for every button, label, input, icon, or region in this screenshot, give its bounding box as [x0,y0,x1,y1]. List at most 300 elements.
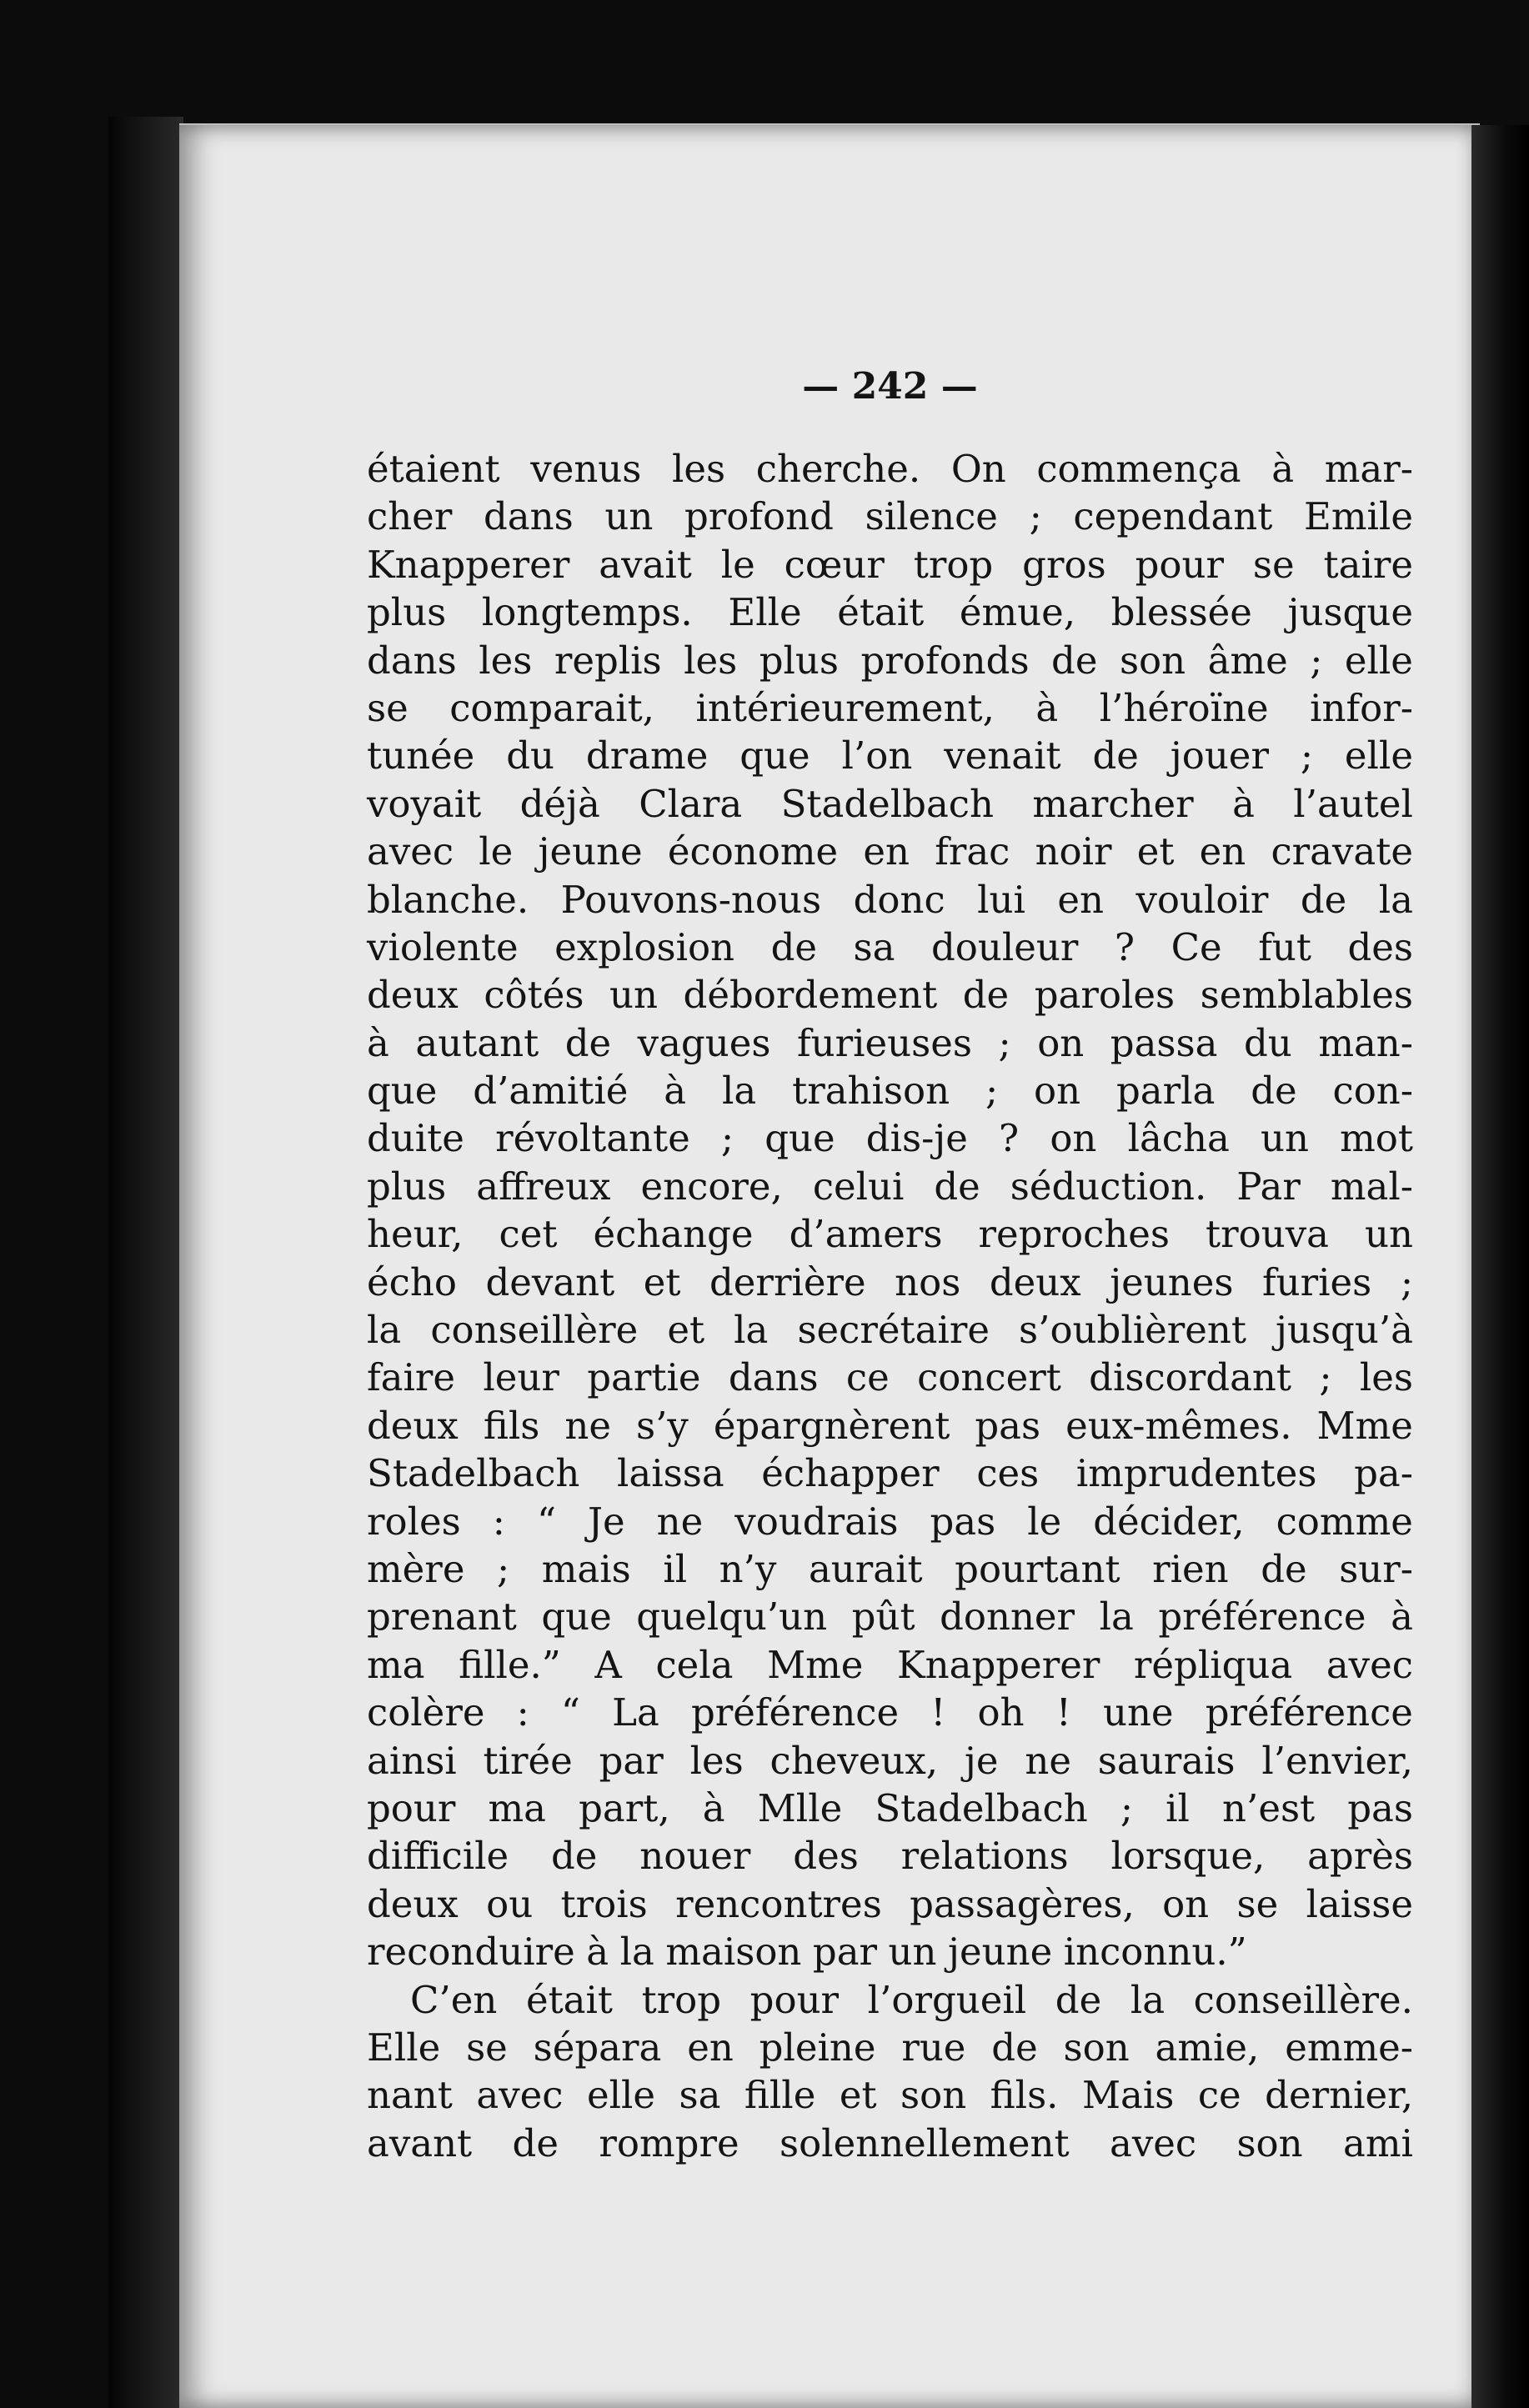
text-line [367,1545,1413,1593]
word: de [512,2120,559,2165]
right-page-shadow [1471,125,1529,2408]
word: il [663,1546,688,1591]
word: vouloir [1135,877,1269,922]
word: A [594,1642,622,1687]
text-line [367,1306,1413,1354]
text-line [367,1737,1413,1785]
word: lorsque, [1110,1834,1266,1879]
word: préférence [690,1690,900,1735]
word: tirée [483,1738,573,1783]
text-line [367,1880,1413,1928]
word: Ce [1171,924,1222,969]
word: les [1359,1355,1413,1400]
text-line [367,1163,1413,1210]
word: blanche. [367,877,529,922]
text-line [367,1498,1413,1545]
word: elle [1344,638,1413,683]
word: ; [1400,1259,1413,1304]
text-line [367,732,1413,779]
word: la [1130,1977,1166,2022]
word: une [1102,1690,1174,1735]
word: à [1271,447,1295,491]
word: cheveux, [770,1738,939,1783]
word: vagues [637,1020,771,1065]
word: gros [1022,542,1106,587]
word: révoltante [495,1116,690,1161]
text-line [367,876,1413,924]
word: de [1092,733,1139,778]
word: secrétaire [797,1308,990,1353]
word: jusqu’à [1276,1308,1413,1353]
word: oh [977,1690,1025,1735]
word: deux [367,1403,459,1448]
word: âme [1207,638,1288,683]
word: en [1057,877,1104,922]
text-line [367,445,1413,493]
word: sur- [1339,1546,1413,1591]
word: les [479,638,533,683]
word: ne [656,1499,704,1544]
word: échange [593,1212,754,1257]
word: cela [655,1642,734,1687]
word: passa [1110,1020,1218,1065]
word: donner [940,1594,1075,1640]
word: silence [865,494,998,539]
word: “ [536,1499,556,1544]
word: fils [483,1403,540,1448]
word: Mme [1316,1403,1413,1448]
word: avec [1109,2120,1197,2165]
word: Clara [639,781,743,826]
word: était [837,590,925,635]
word: partie [587,1355,701,1400]
text-line [367,924,1413,971]
word: ; [1029,494,1042,539]
word: que [739,733,810,778]
word: discordant [1089,1355,1291,1400]
text-line [367,2120,1413,2167]
word: Par [1236,1164,1301,1209]
word: à [1232,781,1255,826]
word: difficile [367,1834,509,1879]
word: replis [554,638,662,683]
word: des [793,1834,859,1879]
word: parla [1115,1069,1216,1114]
word: fille.” [459,1642,561,1687]
word: ces [976,1451,1040,1496]
word: la [722,1069,757,1114]
word: violente [367,924,519,969]
word: des [1347,924,1413,969]
word: reproches [978,1212,1170,1257]
text-line [367,1210,1413,1258]
word: pour [367,1785,456,1830]
word: noir [1035,829,1112,874]
word: de [551,1834,598,1879]
word: ; [1300,733,1314,778]
word: mais [541,1546,631,1591]
word: de [1300,877,1347,922]
word: voudrais [734,1499,899,1544]
word: laisse [1306,1881,1413,1926]
word: cœur [784,542,885,587]
word: cherche. [755,447,921,491]
word: son [1119,638,1186,683]
word: à [1391,1594,1413,1640]
word: passagères, [910,1881,1135,1926]
text-line [367,971,1413,1019]
text-line [367,1259,1413,1306]
word: un [888,1930,937,1975]
word: était [525,1977,613,2022]
word: amie, [1155,2025,1260,2070]
word: ! [930,1690,946,1735]
word: rencontres [675,1881,882,1926]
word: saurais [1097,1738,1236,1783]
word: Pouvons-nous [560,877,822,922]
text-line [367,828,1413,875]
word: séduction. [1010,1164,1207,1209]
word: l’envier, [1261,1738,1413,1783]
word: s’y [636,1403,689,1448]
word: le [479,829,514,874]
word: et [1136,829,1175,874]
word: dans [367,638,457,683]
word: son [900,2073,967,2118]
word: heur, [367,1212,464,1257]
text-line [367,1785,1413,1832]
text-line [367,1019,1413,1067]
word: autant [415,1020,539,1065]
word: solennellement [780,2120,1070,2165]
text-line [367,493,1413,540]
word: jouer [1170,733,1269,778]
word: écho [367,1259,457,1304]
text-line [367,2024,1413,2071]
word: tunée [367,733,475,778]
word: lui [977,877,1025,922]
word: sa [679,2073,721,2118]
word: con- [1332,1069,1413,1114]
word: avait [599,542,692,587]
word: devant [485,1259,615,1304]
word: ma [367,1642,425,1687]
word: mar- [1324,447,1413,491]
word: Knapperer [367,542,570,587]
word: deux [367,1881,459,1926]
word: inconnu.” [1063,1930,1247,1975]
word: d’amers [789,1212,943,1257]
word: douleur [930,924,1079,969]
word: furieuses [796,1020,972,1065]
word: elle [586,2073,655,2118]
word: cher [367,494,453,539]
word: La [612,1690,659,1735]
word: économe [667,829,839,874]
word: pas [975,1403,1041,1448]
text-line [367,1832,1413,1880]
word: mot [1340,1116,1413,1161]
word: dans [483,494,574,539]
word: que [764,1116,835,1161]
word: Stadelbach [367,1451,580,1496]
word: la [1378,877,1413,922]
word: rien [1152,1546,1229,1591]
word: pour [1135,542,1224,587]
word: voyait [367,781,482,826]
text-line [367,1641,1413,1689]
word: leur [483,1355,559,1400]
word: jeune [948,1930,1053,1975]
word: part, [579,1785,670,1830]
word: duite [367,1116,464,1161]
word: emme- [1285,2025,1413,2070]
word: du [1243,1020,1292,1065]
word: par [599,1738,664,1783]
page-number: — 242 — [802,365,978,408]
word: avec [476,2073,564,2118]
word: les [684,638,738,683]
word: son [1063,2025,1130,2070]
word: et [839,2073,877,2118]
word: de [1055,1977,1102,2022]
text-line [367,637,1413,684]
word: l’on [841,733,913,778]
word: ; [985,1069,999,1114]
word: venus [530,447,642,491]
word: avant [367,2120,473,2165]
word: et [667,1308,705,1353]
word: l’autel [1293,781,1413,826]
word: C’en [410,1977,498,2022]
word: concert [917,1355,1061,1400]
word: “ [560,1690,580,1735]
word: son [1236,2120,1303,2165]
word: dis-je [865,1116,968,1161]
word: maison [665,1930,802,1975]
word: On [950,447,1006,491]
word: la [367,1308,402,1353]
word: mère [367,1546,465,1591]
word: plus [759,638,840,683]
word: longtemps. [481,590,693,635]
word: derrière [709,1259,866,1304]
word: l’héroïne [1099,685,1269,730]
word: le [720,542,755,587]
word: Mme [767,1642,864,1687]
word: affreux [476,1164,611,1209]
word: de [564,1020,612,1065]
word: un [604,494,654,539]
word: comparait, [449,685,654,730]
word: de [991,2025,1038,2070]
word: pas [930,1499,996,1544]
word: Emile [1304,494,1413,539]
word: trois [560,1881,648,1926]
word: se [466,2025,508,2070]
word: Mlle [757,1785,843,1830]
word: Mais [1081,2073,1175,2118]
word: faire [367,1355,456,1400]
word: Je [587,1499,625,1544]
word: que [541,1594,612,1640]
word: jusque [1287,590,1413,635]
word: pour [749,1977,840,2022]
word: ; [1319,1355,1332,1400]
word: profond [684,494,834,539]
word: plus [367,590,447,635]
word: ce [845,1355,890,1400]
word: cravate [1271,829,1413,874]
word: fils. [990,2073,1059,2118]
word: elle [1344,733,1413,778]
word: deux [367,973,459,1018]
word: pleine [759,2025,876,2070]
word: relations [900,1834,1069,1879]
text-line [367,1689,1413,1736]
word: nos [895,1259,961,1304]
word: de [1251,1069,1297,1114]
word: ne [564,1403,611,1448]
word: encore, [640,1164,783,1209]
word: ? [999,1116,1020,1161]
word: nant [367,2073,453,2118]
word: on [1034,1069,1081,1114]
word: conseillère [430,1308,639,1353]
word: Knapperer [897,1642,1100,1687]
word: un [1365,1212,1413,1257]
word: on [1050,1116,1097,1161]
word: débordement [683,973,938,1018]
word: avec [367,829,454,874]
word: on [1162,1881,1210,1926]
word: nouer [639,1834,751,1879]
word: Elle [728,590,802,635]
word: mal- [1330,1164,1413,1209]
word: à [367,1020,389,1065]
word: ? [1114,924,1135,969]
word: Stadelbach [780,781,994,826]
word: : [516,1690,529,1735]
word: un [1260,1116,1309,1161]
word: je [964,1738,999,1783]
word: celui [812,1164,905,1209]
word: roles [367,1499,461,1544]
word: et [643,1259,681,1304]
word: blessée [1110,590,1252,635]
word: pa- [1354,1451,1413,1496]
word: ! [1055,1690,1071,1735]
word: quelqu’un [636,1594,828,1640]
word: en [1199,829,1246,874]
word: furies [1262,1259,1372,1304]
word: épargnèrent [713,1403,950,1448]
word: répliqua [1133,1642,1293,1687]
word: sa [853,924,895,969]
word: émue, [959,590,1076,635]
word: on [1037,1020,1085,1065]
word: ainsi [367,1738,457,1783]
word: préférence [1158,1594,1366,1640]
text-line [367,1114,1413,1162]
word: ; [998,1020,1011,1065]
book-spine-shadow [108,117,183,2408]
word: ; [1120,1785,1134,1830]
word: se [1252,542,1295,587]
word: profonds [860,638,1030,683]
word: ami [1343,2120,1413,2165]
text-line [367,1928,1413,1975]
text-line [367,1593,1413,1640]
word: par [812,1930,878,1975]
word: deux [989,1259,1081,1304]
word: que [367,1069,438,1114]
word: dernier, [1265,2073,1413,2118]
word: étaient [367,447,500,491]
word: comme [1276,1499,1413,1544]
word: n’y [719,1546,777,1591]
word: les [672,447,726,491]
text-line [367,2071,1413,2119]
word: en [687,2025,734,2070]
word: commença [1036,447,1241,491]
word: la [734,1308,769,1353]
word: de [1051,638,1098,683]
word: Elle [367,2025,441,2070]
word: s’oublièrent [1019,1308,1246,1353]
word: venait [944,733,1061,778]
word: trahison [792,1069,950,1114]
word: explosion [554,924,735,969]
word: trop [913,542,994,587]
text-line [367,1354,1413,1401]
word: à [586,1930,609,1975]
word: pourtant [955,1546,1120,1591]
word: rue [901,2025,966,2070]
word: côtés [484,973,584,1018]
word: décider, [1093,1499,1245,1544]
word: lâcha [1127,1116,1230,1161]
word: laissa [617,1451,724,1496]
word: eux-mêmes. [1065,1403,1292,1448]
text-line [367,588,1413,636]
word: un [609,973,658,1018]
word: : [492,1499,505,1544]
word: plus [367,1164,447,1209]
word: cet [499,1212,558,1257]
word: rompre [599,2120,739,2165]
word: intérieurement, [695,685,995,730]
word: ne [1025,1738,1071,1783]
word: donc [853,877,945,922]
word: dans [728,1355,819,1400]
word: la [1099,1594,1134,1640]
word: conseillère. [1193,1977,1413,2022]
word: marcher [1032,781,1194,826]
word: paroles [1034,973,1176,1018]
word: taire [1323,542,1413,587]
word: il [1166,1785,1190,1830]
text-line [367,1449,1413,1497]
word: drame [585,733,709,778]
word: ma [488,1785,547,1830]
word: avec [1326,1642,1413,1687]
word: du [506,733,554,778]
word: n’est [1222,1785,1316,1830]
word: ; [497,1546,510,1591]
word: fut [1258,924,1311,969]
word: à [702,1785,725,1830]
